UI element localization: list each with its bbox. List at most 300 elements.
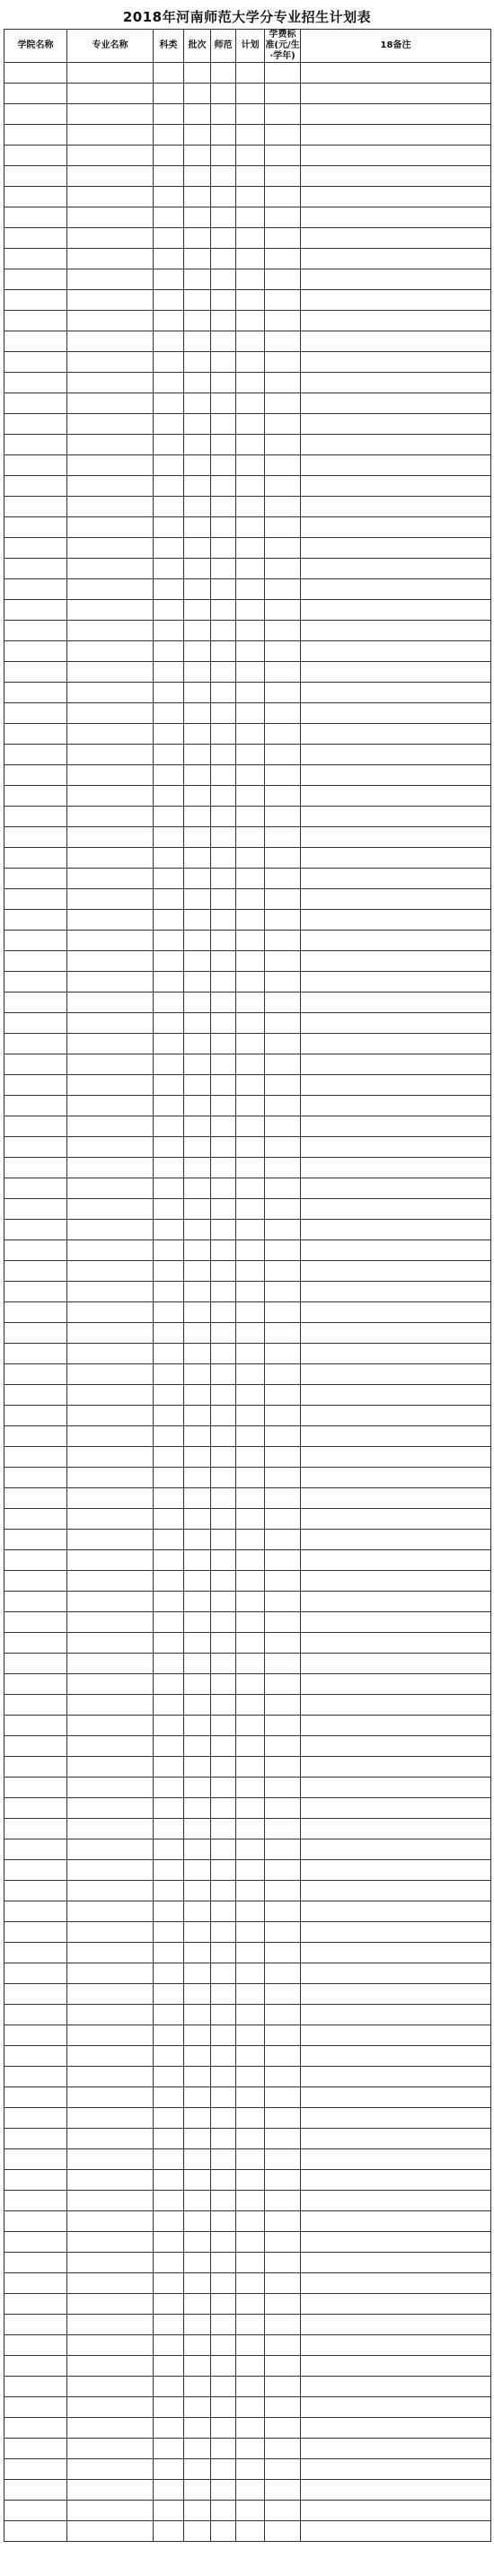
table-cell-subject (154, 1963, 184, 1984)
table-row (4, 249, 491, 269)
table-cell-plan (236, 497, 265, 517)
table-cell-plan (236, 641, 265, 662)
table-cell-subject (154, 435, 184, 455)
table-cell-subject (154, 1571, 184, 1592)
table-cell-batch (184, 63, 211, 84)
table-cell-remark (301, 1798, 491, 1819)
table-cell-college (4, 951, 67, 972)
table-cell-remark (301, 1302, 491, 1323)
table-cell-remark (301, 2211, 491, 2232)
table-cell-plan (236, 249, 265, 269)
table-cell-tuition (265, 1633, 301, 1654)
table-row (4, 1716, 491, 1736)
table-cell-major (67, 104, 154, 125)
table-cell-major (67, 869, 154, 889)
table-cell-tuition (265, 1447, 301, 1468)
table-cell-major (67, 2005, 154, 2025)
table-cell-remark (301, 63, 491, 84)
table-cell-batch (184, 579, 211, 600)
table-cell-plan (236, 972, 265, 992)
table-cell-remark (301, 1137, 491, 1158)
table-cell-college (4, 2129, 67, 2149)
table-cell-normal (211, 1736, 236, 1757)
table-cell-major (67, 848, 154, 869)
table-cell-tuition (265, 1881, 301, 1901)
table-cell-subject (154, 1344, 184, 1364)
table-cell-subject (154, 1364, 184, 1385)
table-row (4, 2294, 491, 2315)
table-cell-subject (154, 2170, 184, 2191)
table-cell-plan (236, 2211, 265, 2232)
table-cell-batch (184, 807, 211, 827)
table-cell-normal (211, 1860, 236, 1881)
table-cell-remark (301, 146, 491, 166)
table-cell-subject (154, 2273, 184, 2294)
table-row (4, 931, 491, 951)
table-cell-normal (211, 1406, 236, 1426)
table-cell-plan (236, 683, 265, 703)
table-cell-batch (184, 2046, 211, 2067)
table-cell-remark (301, 1426, 491, 1447)
table-cell-plan (236, 848, 265, 869)
table-cell-batch (184, 290, 211, 311)
table-cell-batch (184, 249, 211, 269)
table-cell-remark (301, 1571, 491, 1592)
table-cell-subject (154, 125, 184, 146)
table-row (4, 2191, 491, 2211)
table-cell-normal (211, 1158, 236, 1178)
table-cell-tuition (265, 1158, 301, 1178)
table-cell-college (4, 1220, 67, 1240)
table-cell-normal (211, 931, 236, 951)
table-cell-major (67, 228, 154, 249)
table-cell-plan (236, 745, 265, 765)
table-cell-subject (154, 476, 184, 497)
table-cell-normal (211, 1819, 236, 1839)
column-header-notes: 18备注 (301, 30, 491, 63)
table-cell-remark (301, 435, 491, 455)
table-cell-college (4, 931, 67, 951)
table-cell-college (4, 1468, 67, 1488)
table-cell-normal (211, 641, 236, 662)
table-cell-plan (236, 910, 265, 931)
table-cell-college (4, 1778, 67, 1798)
table-row (4, 2521, 491, 2542)
table-cell-batch (184, 311, 211, 331)
table-cell-subject (154, 2087, 184, 2108)
table-cell-plan (236, 1302, 265, 1323)
table-row (4, 765, 491, 786)
table-row (4, 1633, 491, 1654)
table-cell-major (67, 1240, 154, 1261)
table-cell-batch (184, 621, 211, 641)
table-cell-college (4, 1695, 67, 1716)
table-cell-remark (301, 497, 491, 517)
table-cell-tuition (265, 1839, 301, 1860)
table-row (4, 166, 491, 187)
table-cell-remark (301, 249, 491, 269)
table-cell-subject (154, 972, 184, 992)
table-cell-batch (184, 1633, 211, 1654)
table-cell-tuition (265, 1385, 301, 1406)
table-cell-major (67, 2253, 154, 2273)
table-cell-normal (211, 724, 236, 745)
table-row (4, 476, 491, 497)
table-cell-subject (154, 104, 184, 125)
table-cell-plan (236, 517, 265, 538)
table-cell-remark (301, 1344, 491, 1364)
table-row (4, 951, 491, 972)
table-cell-remark (301, 393, 491, 414)
table-cell-normal (211, 1447, 236, 1468)
table-cell-college (4, 146, 67, 166)
table-cell-major (67, 2439, 154, 2459)
table-cell-college (4, 2005, 67, 2025)
table-cell-plan (236, 1839, 265, 1860)
table-cell-college (4, 1943, 67, 1963)
table-cell-college (4, 1530, 67, 1550)
table-cell-subject (154, 1757, 184, 1778)
table-cell-plan (236, 2046, 265, 2067)
table-cell-plan (236, 2149, 265, 2170)
table-cell-major (67, 683, 154, 703)
table-cell-major (67, 1839, 154, 1860)
table-cell-remark (301, 951, 491, 972)
table-cell-remark (301, 2418, 491, 2439)
table-cell-major (67, 1137, 154, 1158)
table-cell-college (4, 207, 67, 228)
table-cell-major (67, 2480, 154, 2501)
table-cell-batch (184, 1158, 211, 1178)
table-cell-major (67, 1488, 154, 1509)
table-cell-normal (211, 1137, 236, 1158)
table-cell-tuition (265, 621, 301, 641)
table-cell-batch (184, 2397, 211, 2418)
table-row (4, 559, 491, 579)
table-cell-subject (154, 2191, 184, 2211)
table-cell-major (67, 1530, 154, 1550)
table-cell-remark (301, 600, 491, 621)
table-cell-tuition (265, 1178, 301, 1199)
table-cell-major (67, 1013, 154, 1034)
table-cell-plan (236, 2253, 265, 2273)
table-cell-tuition (265, 1220, 301, 1240)
table-cell-major (67, 476, 154, 497)
table-cell-tuition (265, 1943, 301, 1963)
table-cell-normal (211, 1654, 236, 1674)
table-cell-major (67, 1757, 154, 1778)
table-cell-remark (301, 683, 491, 703)
table-cell-remark (301, 228, 491, 249)
table-cell-subject (154, 827, 184, 848)
table-row (4, 1654, 491, 1674)
table-cell-plan (236, 1096, 265, 1116)
table-cell-subject (154, 2397, 184, 2418)
table-cell-major (67, 269, 154, 290)
table-cell-plan (236, 2294, 265, 2315)
table-header-row (4, 30, 491, 63)
table-cell-college (4, 1385, 67, 1406)
table-cell-major (67, 1736, 154, 1757)
table-cell-remark (301, 2397, 491, 2418)
table-cell-plan (236, 1530, 265, 1550)
table-cell-batch (184, 2501, 211, 2521)
table-cell-batch (184, 538, 211, 559)
table-cell-tuition (265, 2191, 301, 2211)
table-cell-subject (154, 414, 184, 435)
table-cell-normal (211, 146, 236, 166)
table-cell-batch (184, 2170, 211, 2191)
table-cell-batch (184, 497, 211, 517)
table-cell-batch (184, 641, 211, 662)
table-row (4, 146, 491, 166)
table-cell-plan (236, 1881, 265, 1901)
table-cell-batch (184, 992, 211, 1013)
table-cell-major (67, 579, 154, 600)
table-cell-batch (184, 373, 211, 393)
table-cell-normal (211, 579, 236, 600)
table-cell-plan (236, 2108, 265, 2129)
table-cell-normal (211, 2521, 236, 2542)
table-cell-batch (184, 1034, 211, 1054)
table-cell-normal (211, 1881, 236, 1901)
table-cell-normal (211, 703, 236, 724)
table-cell-normal (211, 538, 236, 559)
table-cell-college (4, 1839, 67, 1860)
table-cell-plan (236, 104, 265, 125)
table-cell-remark (301, 2253, 491, 2273)
table-cell-subject (154, 497, 184, 517)
table-cell-normal (211, 207, 236, 228)
table-cell-normal (211, 2294, 236, 2315)
table-cell-major (67, 414, 154, 435)
table-cell-subject (154, 249, 184, 269)
table-cell-tuition (265, 352, 301, 373)
table-cell-major (67, 2108, 154, 2129)
table-cell-batch (184, 1096, 211, 1116)
table-cell-normal (211, 1178, 236, 1199)
table-cell-tuition (265, 393, 301, 414)
table-cell-normal (211, 290, 236, 311)
table-cell-tuition (265, 2129, 301, 2149)
table-cell-college (4, 1426, 67, 1447)
table-cell-batch (184, 1571, 211, 1592)
table-row (4, 393, 491, 414)
table-cell-subject (154, 869, 184, 889)
table-cell-subject (154, 1736, 184, 1757)
page-title: 2018年河南师范大学分专业招生计划表 (122, 9, 372, 25)
table-cell-college (4, 641, 67, 662)
table-cell-plan (236, 1054, 265, 1075)
table-cell-normal (211, 1199, 236, 1220)
table-row (4, 1199, 491, 1220)
table-cell-plan (236, 579, 265, 600)
table-cell-batch (184, 869, 211, 889)
table-row (4, 84, 491, 104)
table-cell-tuition (265, 765, 301, 786)
table-cell-batch (184, 1654, 211, 1674)
table-row (4, 2418, 491, 2439)
plan-table (4, 29, 491, 2542)
table-row (4, 2087, 491, 2108)
table-cell-remark (301, 104, 491, 125)
table-row (4, 290, 491, 311)
table-cell-tuition (265, 1819, 301, 1839)
table-cell-subject (154, 1096, 184, 1116)
table-cell-batch (184, 1716, 211, 1736)
table-cell-normal (211, 2273, 236, 2294)
table-cell-tuition (265, 187, 301, 207)
table-cell-normal (211, 1633, 236, 1654)
table-cell-normal (211, 910, 236, 931)
column-header-plan: 计划 (236, 30, 265, 63)
table-cell-plan (236, 1716, 265, 1736)
table-cell-batch (184, 1922, 211, 1943)
table-cell-tuition (265, 497, 301, 517)
table-cell-batch (184, 1901, 211, 1922)
table-cell-major (67, 393, 154, 414)
table-cell-college (4, 1406, 67, 1426)
table-cell-tuition (265, 1984, 301, 2005)
table-cell-tuition (265, 269, 301, 290)
table-cell-remark (301, 724, 491, 745)
table-cell-normal (211, 352, 236, 373)
table-row (4, 1385, 491, 1406)
table-cell-plan (236, 228, 265, 249)
table-cell-tuition (265, 414, 301, 435)
table-cell-plan (236, 1116, 265, 1137)
table-cell-normal (211, 2025, 236, 2046)
table-cell-plan (236, 1034, 265, 1054)
table-cell-tuition (265, 1199, 301, 1220)
table-cell-tuition (265, 827, 301, 848)
table-row (4, 538, 491, 559)
table-cell-college (4, 1571, 67, 1592)
table-cell-college (4, 2356, 67, 2377)
table-row (4, 1592, 491, 1612)
table-cell-normal (211, 2087, 236, 2108)
table-cell-subject (154, 1819, 184, 1839)
table-row (4, 1075, 491, 1096)
table-cell-subject (154, 724, 184, 745)
table-row (4, 2397, 491, 2418)
table-cell-batch (184, 1364, 211, 1385)
table-cell-remark (301, 1881, 491, 1901)
table-cell-normal (211, 1674, 236, 1695)
table-cell-batch (184, 1323, 211, 1344)
table-cell-major (67, 910, 154, 931)
table-row (4, 910, 491, 931)
table-cell-remark (301, 1592, 491, 1612)
table-row (4, 1736, 491, 1757)
table-cell-college (4, 2418, 67, 2439)
table-cell-batch (184, 1488, 211, 1509)
table-cell-remark (301, 1013, 491, 1034)
table-cell-major (67, 641, 154, 662)
column-header-college: 学院名称 (4, 30, 67, 63)
table-row (4, 2459, 491, 2480)
table-cell-college (4, 249, 67, 269)
table-cell-tuition (265, 1509, 301, 1530)
table-cell-batch (184, 1798, 211, 1819)
table-cell-college (4, 1612, 67, 1633)
table-cell-remark (301, 1323, 491, 1344)
table-cell-plan (236, 2191, 265, 2211)
table-cell-major (67, 1901, 154, 1922)
table-cell-tuition (265, 1261, 301, 1282)
table-cell-normal (211, 1798, 236, 1819)
table-cell-normal (211, 765, 236, 786)
table-row (4, 889, 491, 910)
table-cell-major (67, 1447, 154, 1468)
table-cell-subject (154, 2439, 184, 2459)
table-cell-remark (301, 2005, 491, 2025)
table-cell-major (67, 352, 154, 373)
table-cell-remark (301, 1633, 491, 1654)
table-cell-normal (211, 104, 236, 125)
table-row (4, 2501, 491, 2521)
table-cell-normal (211, 228, 236, 249)
table-cell-subject (154, 2025, 184, 2046)
table-cell-remark (301, 1674, 491, 1695)
table-cell-remark (301, 1034, 491, 1054)
table-cell-batch (184, 951, 211, 972)
table-cell-batch (184, 1385, 211, 1406)
table-cell-subject (154, 2501, 184, 2521)
table-row (4, 207, 491, 228)
table-cell-tuition (265, 166, 301, 187)
table-cell-normal (211, 2170, 236, 2191)
table-cell-subject (154, 579, 184, 600)
table-cell-plan (236, 373, 265, 393)
table-cell-tuition (265, 2459, 301, 2480)
table-cell-remark (301, 1447, 491, 1468)
table-cell-remark (301, 745, 491, 765)
table-cell-normal (211, 2377, 236, 2397)
table-cell-remark (301, 1839, 491, 1860)
table-cell-subject (154, 1881, 184, 1901)
table-cell-college (4, 104, 67, 125)
table-cell-subject (154, 765, 184, 786)
table-cell-subject (154, 63, 184, 84)
table-cell-batch (184, 2005, 211, 2025)
table-cell-major (67, 1550, 154, 1571)
table-cell-remark (301, 2377, 491, 2397)
table-cell-normal (211, 331, 236, 352)
table-cell-college (4, 1550, 67, 1571)
table-row (4, 1137, 491, 1158)
table-cell-plan (236, 1137, 265, 1158)
table-cell-plan (236, 1240, 265, 1261)
table-cell-plan (236, 1220, 265, 1240)
table-cell-normal (211, 2046, 236, 2067)
table-cell-plan (236, 455, 265, 476)
table-cell-major (67, 2356, 154, 2377)
table-cell-major (67, 1943, 154, 1963)
table-cell-college (4, 2025, 67, 2046)
table-cell-subject (154, 1220, 184, 1240)
table-cell-batch (184, 104, 211, 125)
table-row (4, 1963, 491, 1984)
table-cell-plan (236, 1426, 265, 1447)
table-cell-major (67, 1220, 154, 1240)
table-row (4, 2149, 491, 2170)
table-cell-remark (301, 1220, 491, 1240)
table-cell-college (4, 786, 67, 807)
table-cell-remark (301, 1509, 491, 1530)
table-row (4, 703, 491, 724)
table-cell-remark (301, 2067, 491, 2087)
